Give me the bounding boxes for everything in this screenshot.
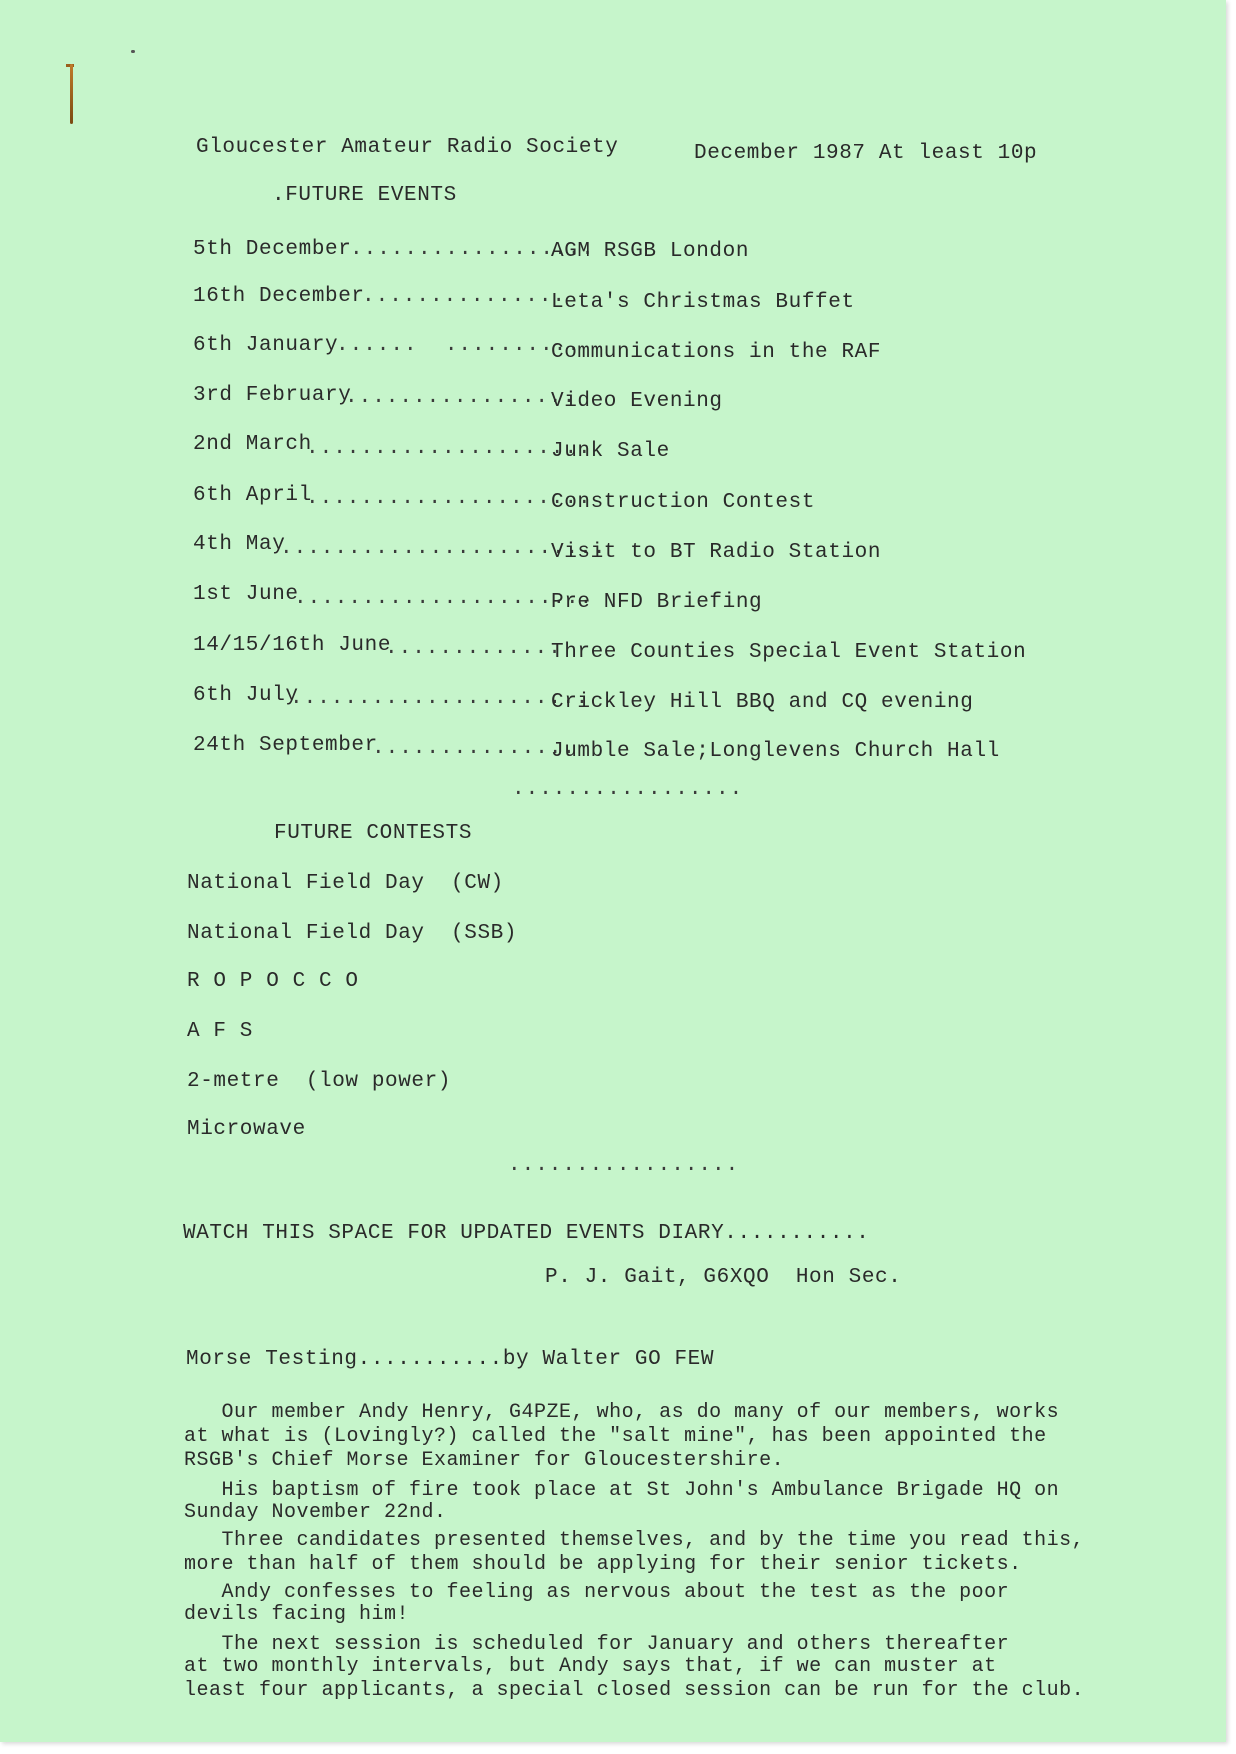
event-leader-dots: ...... .......... bbox=[336, 334, 581, 357]
event-description: Pre NFD Briefing bbox=[551, 591, 763, 614]
article-line: at what is (Lovingly?) called the "salt mine", has been appointed the bbox=[184, 1425, 1047, 1448]
event-date: 6th January bbox=[193, 334, 339, 357]
issue-date-price: December 1987 At least 10p bbox=[694, 142, 1038, 165]
article-line: His baptism of fire took place at St John's Ambulance Brigade HQ on bbox=[184, 1479, 1060, 1502]
society-name: Gloucester Amateur Radio Society bbox=[196, 136, 619, 159]
event-leader-dots: ..................... bbox=[306, 437, 592, 460]
event-date: 5th December bbox=[193, 238, 352, 261]
event-description: Crickley Hill BBQ and CQ evening bbox=[551, 691, 974, 714]
event-date: 14/15/16th June bbox=[193, 634, 392, 657]
event-date: 16th December bbox=[193, 285, 365, 308]
contest-item: Microwave bbox=[187, 1118, 306, 1141]
event-leader-dots: ............. bbox=[385, 637, 562, 660]
event-leader-dots: ............... bbox=[362, 285, 567, 308]
event-description: Video Evening bbox=[551, 390, 723, 413]
event-leader-dots: ............... bbox=[372, 737, 577, 760]
article-line: Andy confesses to feeling as nervous about the test as the poor bbox=[184, 1581, 1010, 1604]
event-description: Visit to BT Radio Station bbox=[551, 541, 882, 564]
event-leader-dots: ................. bbox=[345, 386, 577, 409]
event-date: 6th April bbox=[193, 484, 312, 507]
article-line: least four applicants, a special closed session can be run for the club. bbox=[184, 1679, 1085, 1702]
event-leader-dots: ..................... bbox=[306, 487, 592, 510]
article-line: Three candidates presented themselves, and by the time you read this, bbox=[184, 1529, 1085, 1552]
events-diary-notice: WATCH THIS SPACE FOR UPDATED EVENTS DIARY........... bbox=[183, 1222, 870, 1245]
contest-item: National Field Day (CW) bbox=[187, 872, 504, 895]
event-description: Jumble Sale;Longlevens Church Hall bbox=[551, 740, 1000, 763]
article-line: Sunday November 22nd. bbox=[184, 1501, 447, 1524]
event-description: Leta's Christmas Buffet bbox=[551, 291, 855, 314]
signature: P. J. Gait, G6XQO Hon Sec. bbox=[545, 1266, 902, 1289]
contest-item: 2-metre (low power) bbox=[187, 1070, 452, 1093]
event-leader-dots: ...................... bbox=[290, 687, 590, 710]
staple-leg bbox=[70, 64, 73, 124]
article-line: more than half of them should be applying for their senior tickets. bbox=[184, 1553, 1022, 1576]
event-leader-dots: ...................... bbox=[294, 587, 594, 610]
event-leader-dots: ........................ bbox=[280, 537, 607, 560]
event-date: 6th July bbox=[193, 684, 299, 707]
article-line: RSGB's Chief Morse Examiner for Gloucestershire. bbox=[184, 1449, 785, 1472]
future-events-heading: .FUTURE EVENTS bbox=[272, 184, 457, 207]
event-date: 2nd March bbox=[193, 433, 312, 456]
article-line: The next session is scheduled for January and others thereafter bbox=[184, 1633, 1010, 1656]
contest-item: A F S bbox=[187, 1020, 254, 1043]
article-line: at two monthly intervals, but Andy says that, if we can muster at bbox=[184, 1655, 997, 1678]
article-line: devils facing him! bbox=[184, 1603, 410, 1626]
contest-item: National Field Day (SSB) bbox=[187, 922, 518, 945]
future-contests-heading: FUTURE CONTESTS bbox=[274, 822, 473, 845]
event-date: 4th May bbox=[193, 533, 286, 556]
event-date: 24th September bbox=[193, 734, 378, 757]
event-description: Junk Sale bbox=[551, 440, 670, 463]
article-title: Morse Testing...........by Walter GO FEW bbox=[186, 1348, 715, 1371]
event-description: Three Counties Special Event Station bbox=[551, 641, 1027, 664]
event-description: Communications in the RAF bbox=[551, 341, 882, 364]
article-line: Our member Andy Henry, G4PZE, who, as do many of our members, works bbox=[184, 1401, 1060, 1424]
event-description: AGM RSGB London bbox=[551, 240, 750, 263]
paper-speck bbox=[131, 50, 135, 53]
event-leader-dots: .................. bbox=[350, 238, 595, 261]
event-description: Construction Contest bbox=[551, 491, 816, 514]
event-date: 3rd February bbox=[193, 384, 352, 407]
contest-item: R O P O C C O bbox=[187, 970, 359, 993]
event-date: 1st June bbox=[193, 583, 299, 606]
section-separator: ................. bbox=[512, 778, 744, 801]
section-separator: ................. bbox=[508, 1154, 740, 1177]
